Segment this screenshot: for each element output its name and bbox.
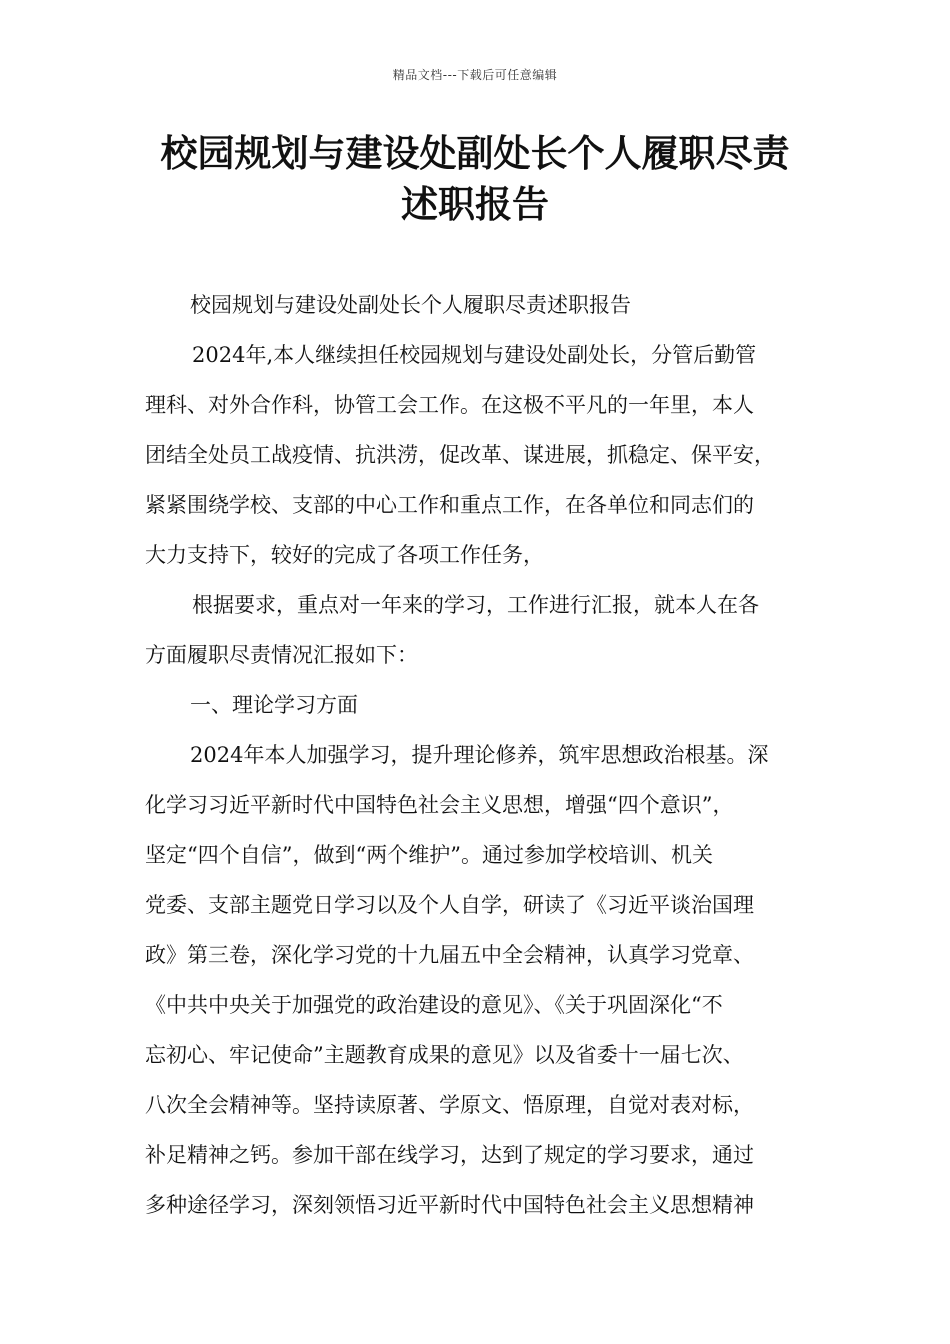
document-title — [100, 128, 850, 230]
body-line: 化学习习近平新时代中国特色社会主义思想，增强“四个意识”， — [145, 793, 734, 817]
document-body — [145, 280, 825, 1230]
body-line: 政》第三卷，深化学习党的十九届五中全会精神，认真学习党章、 — [145, 943, 754, 967]
body-line: 《中共中央关于加强党的政治建设的意见》、《关于巩固深化“不 — [145, 993, 723, 1017]
title-line-2: 述职报告 — [401, 183, 549, 226]
body-line: 八次全会精神等。坚持读原著、学原文、悟原理，自觉对表对标， — [145, 1093, 754, 1117]
body-line: 紧紧围绕学校、支部的中心工作和重点工作，在各单位和同志们的 — [145, 493, 754, 517]
body-line: 补足精神之钙。参加干部在线学习，达到了规定的学习要求，通过 — [145, 1143, 754, 1167]
body-line: 坚定“四个自信”，做到“两个维护”。通过参加学校培训、机关 — [145, 843, 713, 867]
body-line: 2024年,本人继续担任校园规划与建设处副处长，分管后勤管 — [192, 343, 757, 367]
body-line: 理科、对外合作科，协管工会工作。在这极不平凡的一年里，本人 — [145, 393, 754, 417]
section-heading: 一、理论学习方面 — [190, 693, 358, 717]
body-line: 方面履职尽责情况汇报如下： — [145, 643, 418, 667]
body-line: 根据要求，重点对一年来的学习，工作进行汇报，就本人在各 — [192, 593, 759, 617]
header-note: 精品文档---下载后可任意编辑 — [392, 68, 558, 82]
body-line: 忘初心、牢记使命”主题教育成果的意见》以及省委十一届七次、 — [145, 1043, 744, 1067]
body-line: 2024年本人加强学习，提升理论修养，筑牢思想政治根基。深 — [190, 743, 769, 767]
body-line: 大力支持下，较好的完成了各项工作任务， — [145, 543, 544, 567]
title-line-1: 校园规划与建设处副处长个人履职尽责 — [160, 132, 790, 175]
body-line: 多种途径学习，深刻领悟习近平新时代中国特色社会主义思想精神 — [145, 1193, 754, 1217]
body-line: 党委、支部主题党日学习以及个人自学，研读了《习近平谈治国理 — [145, 893, 754, 917]
body-line: 团结全处员工战疫情、抗洪涝，促改革、谋进展，抓稳定、保平安， — [145, 443, 775, 467]
body-line: 校园规划与建设处副处长个人履职尽责述职报告 — [190, 293, 631, 317]
